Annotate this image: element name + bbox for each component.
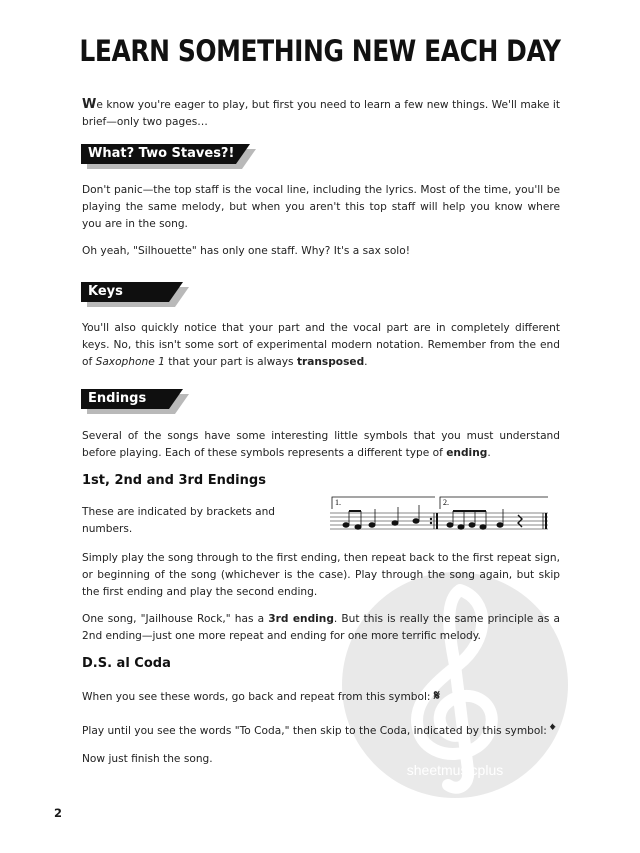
coda-paragraph-2: Play until you see the words "To Coda," then skip to the Coda, indicated by this symbol: 𝄌 [82,722,556,738]
page-number: 2 [54,806,63,820]
brackets-paragraph: These are indicated by brackets and numbers. [82,506,276,535]
section-heading-keys-label: Keys [81,282,169,302]
endings-paragraph-2: One song, "Jailhouse Rock," has a 3rd ending. But this is really the same principle as a 2nd ending—just one more repeat and ending for one more terrific melody. [82,613,561,642]
section-heading-endings [81,389,189,415]
staves-paragraph-1: Don't panic—the top staff is the vocal line, including the lyrics. Most of the time, you'll be playing the same melody, but when you aren't this top staff will help you know where you are in the song. [82,184,560,230]
section-heading-staves-label: What? Two Staves?! [81,144,236,164]
coda-icon: 𝄌 [550,722,556,738]
endings-paragraph-1: Simply play the song through to the first ending, then repeat back to the first repeat sign, or beginning of the song (whichever is the case). Play through the song again, but skip the first ending and play the second ending. [82,552,560,598]
ending-1-bracket [332,497,435,509]
keys-paragraph: You'll also quickly notice that your part and the vocal part are in completely different keys. No, this isn't some sort of experimental modern notation. Remember from the end of Saxophone 1 that your part is always transposed. [82,322,560,368]
staves-paragraph-2: Oh yeah, "Silhouette" has only one staff. Why? It's a sax solo! [82,245,410,257]
ending-1-label: 1. [335,498,341,507]
endings-paragraph: Several of the songs have some interesting little symbols that you must understand before playing. Each of these symbols represents a different type of ending. [82,430,560,459]
ending-2-bracket [440,497,548,509]
page-title: LEARN SOMETHING NEW EACH DAY [79,34,561,68]
section-heading-keys [81,282,189,308]
subheading-endings: 1st, 2nd and 3rd Endings [82,473,266,488]
coda-paragraph-1: When you see these words, go back and repeat from this symbol: 𝄋 [82,688,440,704]
coda-paragraph-3: Now just finish the song. [82,753,213,765]
subheading-coda: D.S. al Coda [82,656,171,671]
staff-lines [330,513,548,529]
endings-music-example [330,495,552,545]
section-heading-staves [81,144,256,170]
watermark-text: sheetmusicplus [406,762,504,778]
ending-2-label: 2. [443,498,449,507]
intro-text: e know you're eager to play, but first you need to learn a few new things. We'll make it brief—only two pages… [82,99,560,128]
ending-2-notes [447,509,522,529]
intro-paragraph [82,96,560,131]
segno-icon: 𝄋 [433,688,440,704]
section-heading-endings-label: Endings [81,389,169,409]
intro-dropcap: W [82,97,97,112]
